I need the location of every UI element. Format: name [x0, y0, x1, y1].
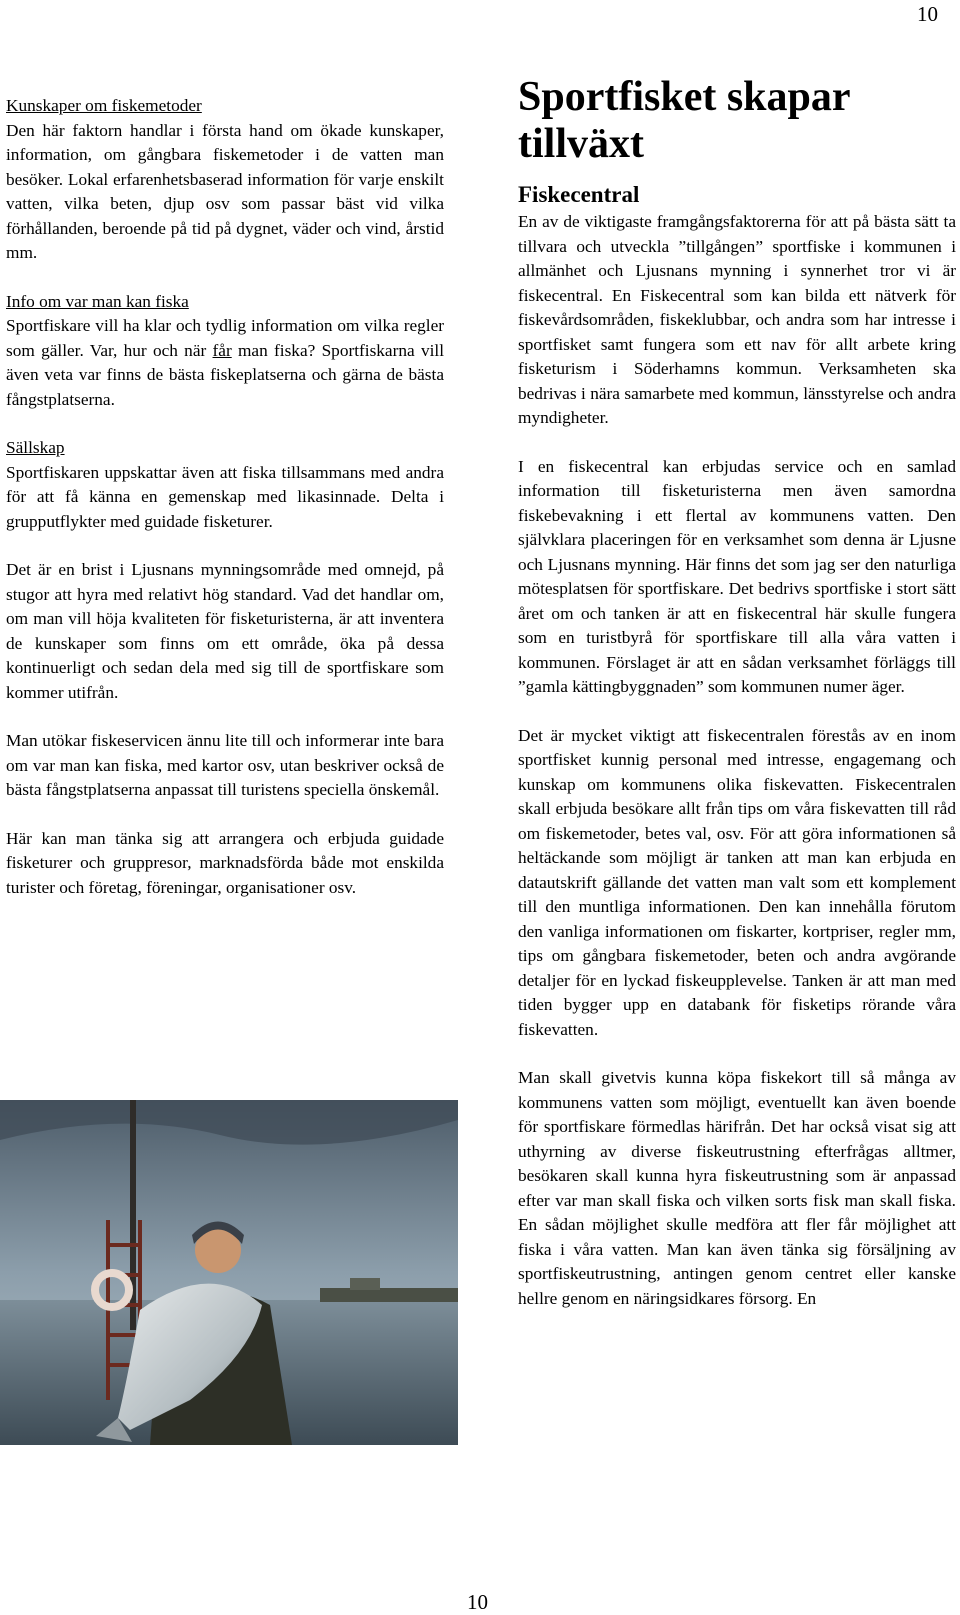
- subheading: Fiskecentral: [518, 182, 640, 207]
- section-text: Sportfiskare vill ha klar och tydlig information om vilka regler som gäller. Var, hur och när får man fiska? Sportfiskarna vill även veta var finns de bästa fiskeplatserna och gärna de bästa fångstplatserna.: [6, 316, 444, 409]
- section-sallskap: [6, 436, 444, 534]
- section-text: Den här faktorn handlar i första hand om ökade kunskaper, information, om gångbara fiskemetoder i de vatten man besöker. Lokal erfarenhetsbaserad information för varje enskilt vatten, vilka beten, djup osv som passar bäst vid vilka förhållanden, beroende på tid på dygnet, väder och vind, årstid mm.: [6, 120, 444, 262]
- paragraph: Här kan man tänka sig att arrangera och erbjuda guidade fisketurer och gruppresor, marknadsförda både mot enskilda turister och företag, föreningar, organisationer osv.: [6, 828, 444, 897]
- fisherman-with-salmon-image: [0, 1100, 458, 1445]
- section-heading: Info om var man kan fiska: [6, 291, 189, 311]
- paragraph: I en fiskecentral kan erbjudas service och en samlad information till fisketuristerna men även samordna fiskebevakning i ett flertal av kommunens vatten. Den självklara placeringen för en verksamhet som denna är Ljusne och Ljusnans mynning. Här finns det som jag ser den naturliga mötesplatsen för sportfiskare. Det bedrivs sportfiske i stort sätt året om och tanken är att en fiskecentral här skulle fungera som en turistbyrå för sportfiskare till alla våra vatten i kommunen. Förslaget är att en sådan verksamhet förläggs till ”gamla kättingbyggnaden” som kommunen numer äger.: [518, 456, 956, 696]
- paragraph: Man utökar fiskeservicen ännu lite till och informerar inte bara om var man kan fiska, med kartor osv, utan beskriver också de bästa fångstplatserna anpassat till turistens speciella önskemål.: [6, 731, 444, 799]
- page-number-bottom: 10: [467, 1590, 488, 1614]
- section-heading: Kunskaper om fiskemetoder: [6, 96, 202, 115]
- page-title: Sportfisket skapar tillväxt: [518, 74, 850, 167]
- paragraph: Man skall givetvis kunna köpa fiskekort till så många av kommunens vatten som möjligt, eventuellt kan även boende för sportfiskare förmedlas härifrån. Det har också visat sig att uthyrning av diverse fiskeutrustning efterfrågas alltmer, besökaren skall kunna hyra fiskeutrustning som är anpassad efter var man skall fiska och vilken sorts fisk man skall fiska. En sådan möjlighet skulle medföra att fler får möjlighet att fiska i våra vatten. Man kan även tänka sig försäljning av sportfiskeutrustning, antingen genom centret eller kanske hellre genom en näringsidkares försorg. En: [518, 1068, 956, 1308]
- fisherman-photo: [0, 1100, 458, 1445]
- paragraph: Det är mycket viktigt att fiskecentralen förestås av en inom sportfisket kunnig personal med intresse, engagemang och kunskap om kommunens olika fiskevatten. Fiskecentralen skall erbjuda besökare allt från tips om våra fiskevatten till råd om fiskemetoder, betes val, osv. För att göra informationen så heltäckande som möjligt är tanken att man kan erbjuda en datautskrift gällande det vatten man valt som ett komplement till den muntliga informationen. Den kan innehålla förutom den vanliga informationen om fiskarter, kortpriser, regler mm, tips om gångbara fiskemetoder, beten och andra avgörande detaljer för en lyckad fiskeupplevelse. Tanken är att man med tiden bygger upp en databank för fisketips rörande våra fiskevatten.: [518, 725, 956, 1039]
- left-column: [6, 94, 444, 924]
- page-number-top: 10: [917, 2, 938, 26]
- paragraph: En av de viktigaste framgångsfaktorerna för att på bästa sätt ta tillvara och utveckla ”tillgången” sportfiske i kommunen i allmänhet och Ljusnans mynning i synnerhet tror vi är fiskecentral. En Fiskecentral som kan bilda ett nätverk för fiskevårdsområden, fiskeklubbar, och andra som har intresse i sportfisket samt fungera som ett nav för allt arbete kring fisketurism i Söderhamns kommun. Verksamheten ska bedrivas i nära samarbete med kommun, länsstyrelse och andra myndigheter.: [518, 212, 956, 427]
- section-heading: Sällskap: [6, 438, 65, 457]
- section-text: Sportfiskaren uppskattar även att fiska tillsammans med andra för att få känna en gemenskap med likasinnade. Delta i grupputflykter med guidade fisketurer.: [6, 462, 444, 531]
- section-info: [6, 290, 444, 413]
- right-column: [518, 74, 956, 1335]
- paragraph: Det är en brist i Ljusnans mynningsområde med omnejd, på stugor att hyra med relativt hög standard. Vad det handlar om, om man vill höja kvaliteten för fisketuristerna, är att inventera de kunskaper som finns om ett område, öka på dessa kontinuerligt och sedan dela med sig till de sportfiskare som kommer utifrån.: [6, 560, 444, 702]
- section-fiskemetoder: [6, 94, 444, 266]
